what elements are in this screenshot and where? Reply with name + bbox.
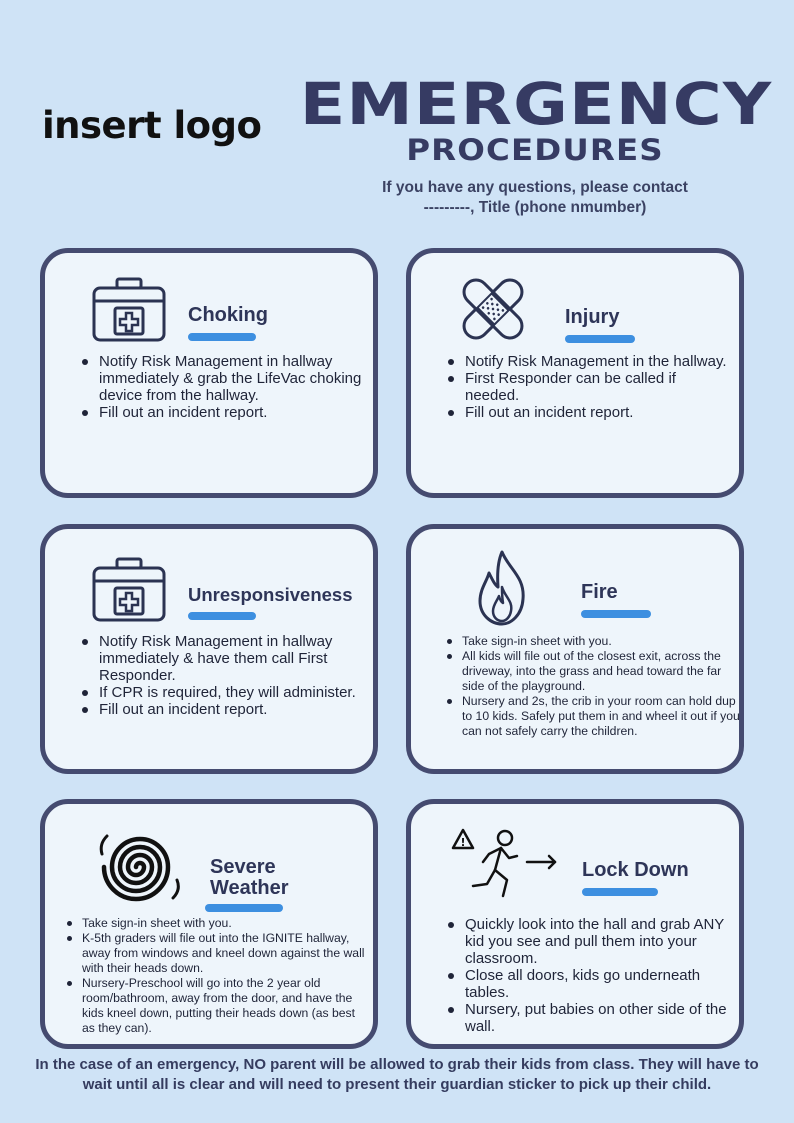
- list-item: Close all doors, kids go underneath tables.: [445, 967, 735, 1001]
- contact-line-2: ---------, Title (phone nmumber): [423, 199, 647, 216]
- bullet-list: [445, 916, 735, 1035]
- tornado-icon: [97, 824, 183, 910]
- bullet-list: [79, 353, 365, 421]
- list-item: Quickly look into the hall and grab ANY kid you see and pull them into your classroom.: [445, 916, 735, 967]
- title-underline: [188, 612, 256, 620]
- card-title-injury: Injury: [565, 306, 620, 328]
- card-title-choking: Choking: [188, 304, 268, 326]
- running-person-warning-icon: [451, 824, 561, 904]
- logo-placeholder: insert logo: [42, 104, 262, 147]
- list-item: K-5th graders will file out into the IGNITE hallway, away from windows and kneel down against the wall with their heads down.: [65, 931, 370, 976]
- list-item: Notify Risk Management in hallway immediately & have them call First Responder.: [79, 633, 359, 684]
- first-aid-kit-icon: [91, 277, 167, 343]
- list-item: Take sign-in sheet with you.: [65, 916, 370, 931]
- list-item: First Responder can be called if needed.: [445, 370, 731, 404]
- list-item: All kids will file out of the closest exit, across the driveway, into the grass and head toward the far side of the playground.: [445, 649, 740, 694]
- card-lockdown: [406, 799, 744, 1049]
- bullet-list: [79, 633, 359, 718]
- list-item: Notify Risk Management in hallway immediately & grab the LifeVac choking device from the hallway.: [79, 353, 365, 404]
- card-injury: [406, 248, 744, 498]
- list-item: Notify Risk Management in the hallway.: [445, 353, 731, 370]
- svg-text:!: !: [460, 836, 466, 849]
- contact-info: [330, 178, 740, 218]
- flame-icon: [473, 549, 531, 627]
- first-aid-kit-icon: [91, 557, 167, 623]
- bullet-list: [445, 353, 731, 421]
- footer-notice: In the case of an emergency, NO parent will be allowed to grab their kids from class. They will have to wait until all is clear and will need to present their guardian sticker to pick up their child.: [35, 1056, 759, 1093]
- list-item: Fill out an incident report.: [79, 701, 359, 718]
- title-underline: [581, 610, 651, 618]
- card-title-unresponsiveness: Unresponsiveness: [188, 584, 353, 605]
- title-underline: [205, 904, 283, 912]
- list-item: Nursery and 2s, the crib in your room can hold dup to 10 kids. Safely put them in and wheel it out if you can not safely carry the children.: [445, 694, 740, 739]
- title-underline: [188, 333, 256, 341]
- title-underline: [582, 888, 658, 896]
- list-item: Fill out an incident report.: [79, 404, 365, 421]
- title-line-2: Weather: [210, 877, 289, 899]
- card-unresponsiveness: [40, 524, 378, 774]
- contact-line-1: If you have any questions, please contact: [382, 179, 688, 196]
- card-severe-weather: [40, 799, 378, 1049]
- page-subtitle: PROCEDURES: [406, 133, 664, 167]
- list-item: If CPR is required, they will administer.: [79, 684, 359, 701]
- list-item: Fill out an incident report.: [445, 404, 731, 421]
- bullet-list: [445, 634, 740, 739]
- title-line-1: Severe: [210, 856, 276, 878]
- bullet-list: [65, 916, 370, 1036]
- list-item: Nursery, put babies on other side of the wall.: [445, 1001, 735, 1035]
- bandage-icon: [455, 271, 531, 347]
- card-title-fire: Fire: [581, 581, 618, 603]
- page-title: EMERGENCY: [299, 70, 773, 138]
- list-item: Take sign-in sheet with you.: [445, 634, 740, 649]
- title-underline: [565, 335, 635, 343]
- list-item: Nursery-Preschool will go into the 2 year old room/bathroom, away from the door, and have the kids kneel down, putting their heads down (as best as they can).: [65, 976, 370, 1036]
- card-choking: [40, 248, 378, 498]
- card-title-lockdown: Lock Down: [582, 859, 689, 881]
- card-fire: [406, 524, 744, 774]
- card-title-severe-weather: [210, 857, 289, 899]
